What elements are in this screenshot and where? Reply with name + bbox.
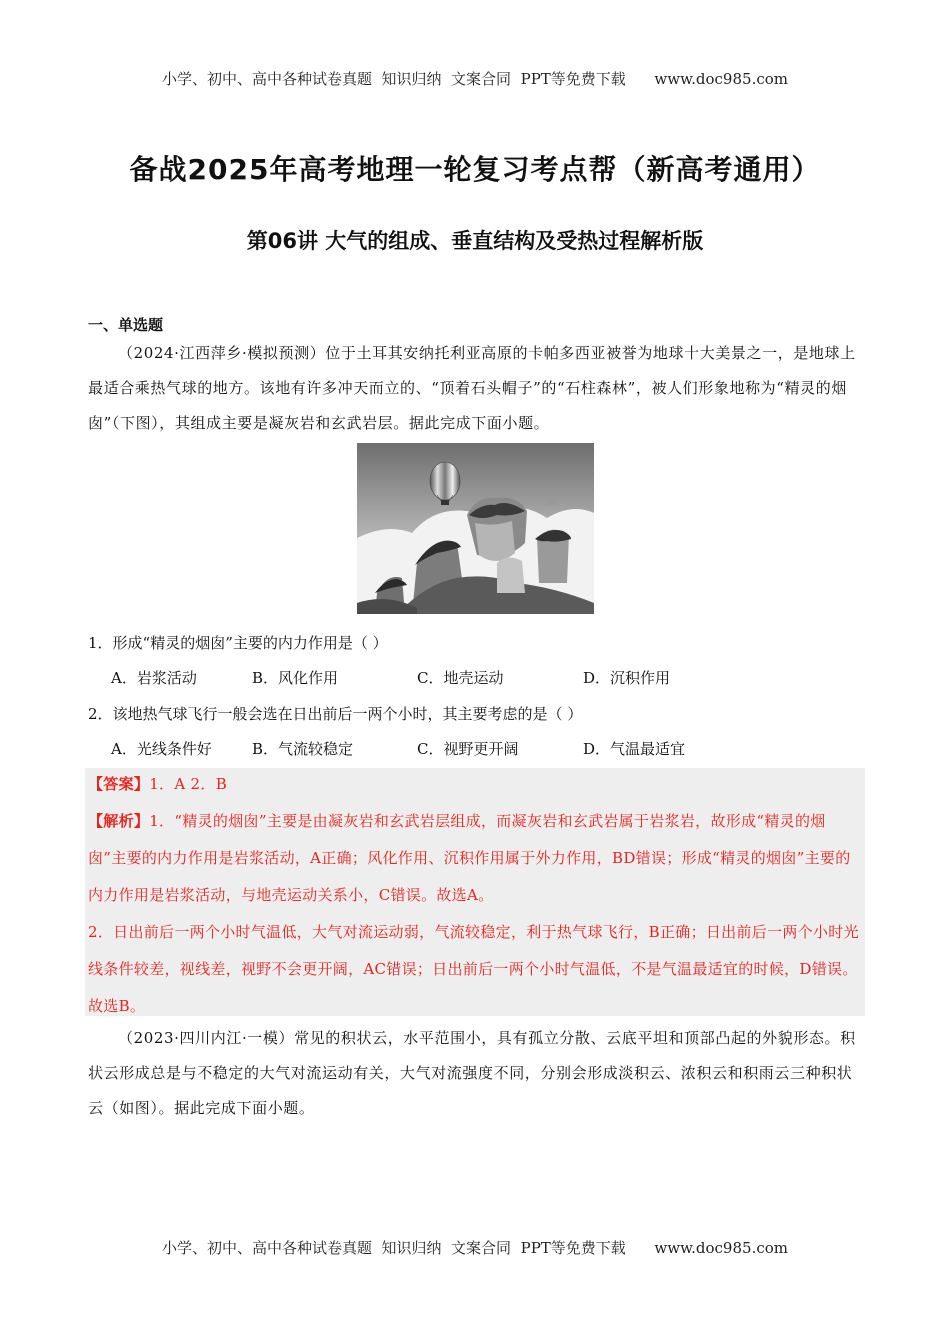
answer-content bbox=[88, 766, 864, 1025]
answer-tag: 【答案】 bbox=[88, 775, 150, 793]
q1-option-b[interactable]: B．风化作用 bbox=[252, 669, 339, 687]
analysis-2: 2．日出前后一两个小时气温低，大气对流运动弱，气流较稳定，利于热气球飞行，B正确；日出前后一两个小时光线条件较差，视线差，视野不会更开阔，AC错误；日出前后一两个小时气温低，不是气温最适宜的时候，D错误。故选B。 bbox=[88, 923, 859, 1015]
section-heading: 一、单选题 bbox=[88, 316, 164, 334]
q1-option-d[interactable]: D．沉积作用 bbox=[583, 669, 671, 687]
page-header: 小学、初中、高中各种试卷真题 知识归纳 文案合同 PPT等免费下载 www.doc985.com bbox=[161, 70, 788, 88]
question-2-stem: 2．该地热气球飞行一般会选在日出前后一两个小时，其主要考虑的是（ ） bbox=[88, 705, 583, 723]
question-1-stem: 1．形成“精灵的烟囱”主要的内力作用是（ ） bbox=[88, 634, 388, 652]
intro-paragraph-2 bbox=[88, 1021, 864, 1126]
page-footer: 小学、初中、高中各种试卷真题 知识归纳 文案合同 PPT等免费下载 www.doc985.com bbox=[161, 1239, 788, 1257]
intro-1-text: （2024·江西萍乡·模拟预测）位于土耳其安纳托利亚高原的卡帕多西亚被誉为地球十大美景之一，是地球上最适合乘热气球的地方。该地有许多冲天而立的、“顶着石头帽子”的“石柱森林”，被人们形象地称为“精灵的烟囱”（下图），其组成主要是凝灰岩和玄武岩层。据此完成下面小题。 bbox=[88, 344, 856, 432]
answer-line bbox=[88, 766, 864, 803]
q2-option-d[interactable]: D．气温最适宜 bbox=[583, 740, 686, 758]
q1-option-c[interactable]: C．地壳运动 bbox=[417, 669, 504, 687]
intro-2-text: （2023·四川内江·一模）常见的积状云，水平范围小，具有孤立分散、云底平坦和顶部凸起的外貌形态。积状云形成总是与不稳定的大气对流运动有关，大气对流强度不同，分别会形成淡积云、浓积云和积雨云三种积状云（如图）。据此完成下面小题。 bbox=[88, 1029, 856, 1117]
analysis-1-text: 1．“精灵的烟囱”主要是由凝灰岩和玄武岩层组成，而凝灰岩和玄武岩属于岩浆岩，故形成“精灵的烟囱”主要的内力作用是岩浆活动，A正确；风化作用、沉积作用属于外力作用，BD错误；形成“精灵的烟囱”主要的内力作用是岩浆活动，与地壳运动关系小，C错误。故选A。 bbox=[88, 812, 851, 904]
fairy-chimneys-photo bbox=[357, 443, 594, 614]
answer-text: 1．A 2．B bbox=[149, 775, 228, 793]
q2-option-b[interactable]: B．气流较稳定 bbox=[252, 740, 354, 758]
analysis-tag: 【解析】 bbox=[88, 812, 150, 830]
q2-option-a[interactable]: A．光线条件好 bbox=[111, 740, 212, 758]
analysis-1 bbox=[88, 803, 864, 914]
lecture-subtitle: 第06讲 大气的组成、垂直结构及受热过程解析版 bbox=[246, 229, 704, 253]
intro-paragraph-1 bbox=[88, 336, 864, 441]
q2-option-c[interactable]: C．视野更开阔 bbox=[417, 740, 519, 758]
q1-option-a[interactable]: A．岩浆活动 bbox=[111, 669, 197, 687]
document-title: 备战2025年高考地理一轮复习考点帮（新高考通用） bbox=[129, 153, 821, 186]
